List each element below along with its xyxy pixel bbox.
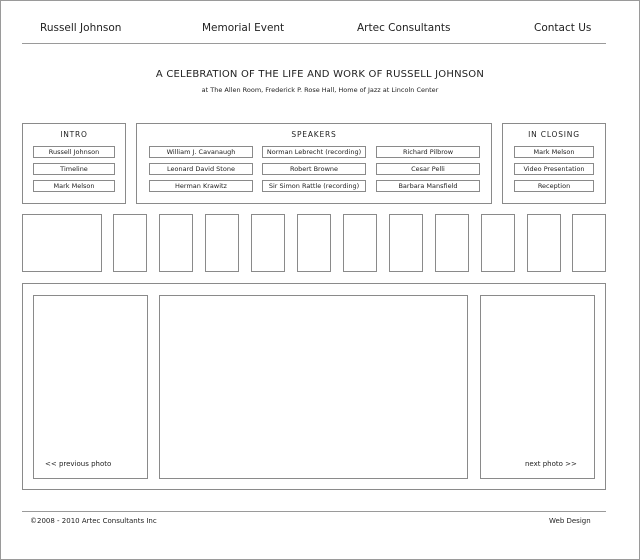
speaker-item[interactable]: Leonard David Stone <box>149 163 253 175</box>
nav-contact-us[interactable]: Contact Us <box>534 22 592 34</box>
speakers-section <box>136 123 492 204</box>
closing-item[interactable]: Video Presentation <box>514 163 594 175</box>
next-photo-link[interactable]: next photo >> <box>525 460 577 468</box>
nav-memorial-event[interactable]: Memorial Event <box>202 22 285 34</box>
thumbnail[interactable] <box>297 214 331 272</box>
previous-photo-link[interactable]: << previous photo <box>45 460 112 468</box>
thumbnail[interactable] <box>205 214 239 272</box>
thumbnail[interactable] <box>572 214 606 272</box>
intro-heading: INTRO <box>60 130 88 139</box>
previous-photo-panel[interactable] <box>33 295 148 479</box>
thumbnail[interactable] <box>435 214 469 272</box>
thumbnail[interactable] <box>113 214 147 272</box>
thumbnail[interactable] <box>481 214 515 272</box>
page-subtitle: at The Allen Room, Frederick P. Rose Hall, Home of Jazz at Lincoln Center <box>201 86 439 94</box>
footer-copyright: ©2008 - 2010 Artec Consultants Inc <box>30 517 157 525</box>
speaker-item[interactable]: Herman Krawitz <box>149 180 253 192</box>
nav-artec-consultants[interactable]: Artec Consultants <box>357 22 451 34</box>
speaker-item[interactable]: Barbara Mansfield <box>376 180 480 192</box>
speaker-item[interactable]: Richard Pilbrow <box>376 146 480 158</box>
closing-item[interactable]: Reception <box>514 180 594 192</box>
speaker-item[interactable]: William J. Cavanaugh <box>149 146 253 158</box>
speaker-item[interactable]: Cesar Pelli <box>376 163 480 175</box>
footer-web-design-link[interactable]: Web Design <box>549 517 591 525</box>
thumbnail[interactable] <box>159 214 193 272</box>
page-title: A CELEBRATION OF THE LIFE AND WORK OF RUSSELL JOHNSON <box>155 69 485 80</box>
thumbnail-featured[interactable] <box>22 214 102 272</box>
closing-heading: IN CLOSING <box>528 130 580 139</box>
thumbnail[interactable] <box>251 214 285 272</box>
thumbnail[interactable] <box>527 214 561 272</box>
speakers-heading: SPEAKERS <box>291 130 337 139</box>
intro-item[interactable]: Russell Johnson <box>33 146 115 158</box>
next-photo-panel[interactable] <box>480 295 595 479</box>
nav-divider <box>22 43 606 44</box>
closing-section <box>502 123 606 204</box>
main-photo <box>159 295 468 479</box>
closing-item[interactable]: Mark Melson <box>514 146 594 158</box>
thumbnail[interactable] <box>343 214 377 272</box>
speaker-item[interactable]: Sir Simon Rattle (recording) <box>262 180 366 192</box>
nav-russell-johnson[interactable]: Russell Johnson <box>40 22 122 34</box>
speaker-item[interactable]: Norman Lebrecht (recording) <box>262 146 366 158</box>
speaker-item[interactable]: Robert Browne <box>262 163 366 175</box>
thumbnail[interactable] <box>389 214 423 272</box>
intro-item[interactable]: Mark Melson <box>33 180 115 192</box>
footer-divider <box>22 511 606 512</box>
intro-item[interactable]: Timeline <box>33 163 115 175</box>
intro-section <box>22 123 126 204</box>
